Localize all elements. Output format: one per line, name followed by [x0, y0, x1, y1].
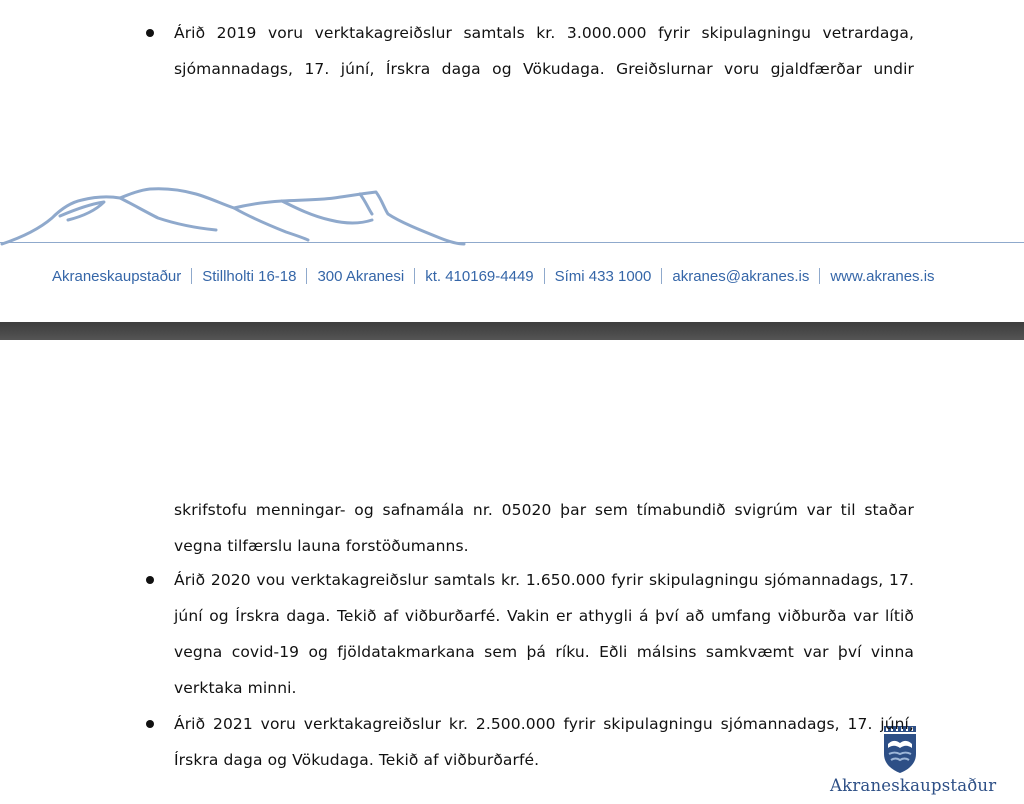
bullet-marker — [146, 720, 154, 728]
footer-kennitala: kt. 410169-4449 — [425, 267, 534, 285]
bullet-paragraph-2020 — [174, 562, 914, 706]
text-line: vegna covid-19 og fjöldatakmarkana sem þá ríku. Eðli málsins samkvæmt var því vinna — [174, 643, 914, 661]
text-line: verktaka minni. — [174, 679, 297, 697]
bullet-paragraph-2021 — [174, 706, 914, 778]
document-page-1 — [0, 0, 1024, 322]
footer-divider — [0, 242, 1024, 243]
footer-separator — [661, 268, 662, 284]
footer-separator — [414, 268, 415, 284]
text-line: vegna tilfærslu launa forstöðumanns. — [174, 537, 469, 555]
footer-email-link[interactable]: akranes@akranes.is — [672, 267, 810, 285]
logo-name: Akraneskaupstaður — [830, 776, 997, 795]
text-line: sjómannadags, 17. júní, Írskra daga og Vökudaga. Greiðslurnar voru gjaldfærðar undir — [174, 60, 914, 78]
bullet-marker — [146, 29, 154, 37]
footer-separator — [819, 268, 820, 284]
text-line: júní og Írskra daga. Tekið af viðburðarfé. Vakin er athygli á því að umfang viðburða var lítið — [174, 607, 914, 625]
footer-website-link[interactable]: www.akranes.is — [830, 267, 935, 285]
footer-contact-row — [52, 266, 935, 286]
footer-postal: 300 Akranesi — [317, 267, 405, 285]
text-line: Árið 2021 voru verktakagreiðslur kr. 2.500.000 fyrir skipulagningu sjómannadags, 17. júní, — [174, 715, 914, 733]
mountain-footer-illustration-icon — [0, 180, 470, 246]
bullet-paragraph-2019 — [174, 15, 914, 87]
text-line: Árið 2020 vou verktakagreiðslur samtals kr. 1.650.000 fyrir skipulagningu sjómannadags, 17. — [174, 571, 914, 589]
footer-separator — [544, 268, 545, 284]
footer-org-name: Akraneskaupstaður — [52, 267, 182, 285]
page-gap — [0, 322, 1024, 340]
continuation-paragraph — [174, 492, 914, 564]
text-line: Árið 2019 voru verktakagreiðslur samtals kr. 3.000.000 fyrir skipulagningu vetrardaga, — [174, 24, 914, 42]
footer-address: Stillholti 16-18 — [202, 267, 297, 285]
text-line: Írskra daga og Vökudaga. Tekið af viðburðarfé. — [174, 751, 540, 769]
bullet-marker — [146, 576, 154, 584]
footer-phone: Sími 433 1000 — [554, 267, 652, 285]
footer-separator — [191, 268, 192, 284]
footer-separator — [306, 268, 307, 284]
text-line: skrifstofu menningar- og safnamála nr. 05020 þar sem tímabundið svigrúm var til staðar — [174, 501, 914, 519]
document-page-2 — [0, 340, 1024, 795]
